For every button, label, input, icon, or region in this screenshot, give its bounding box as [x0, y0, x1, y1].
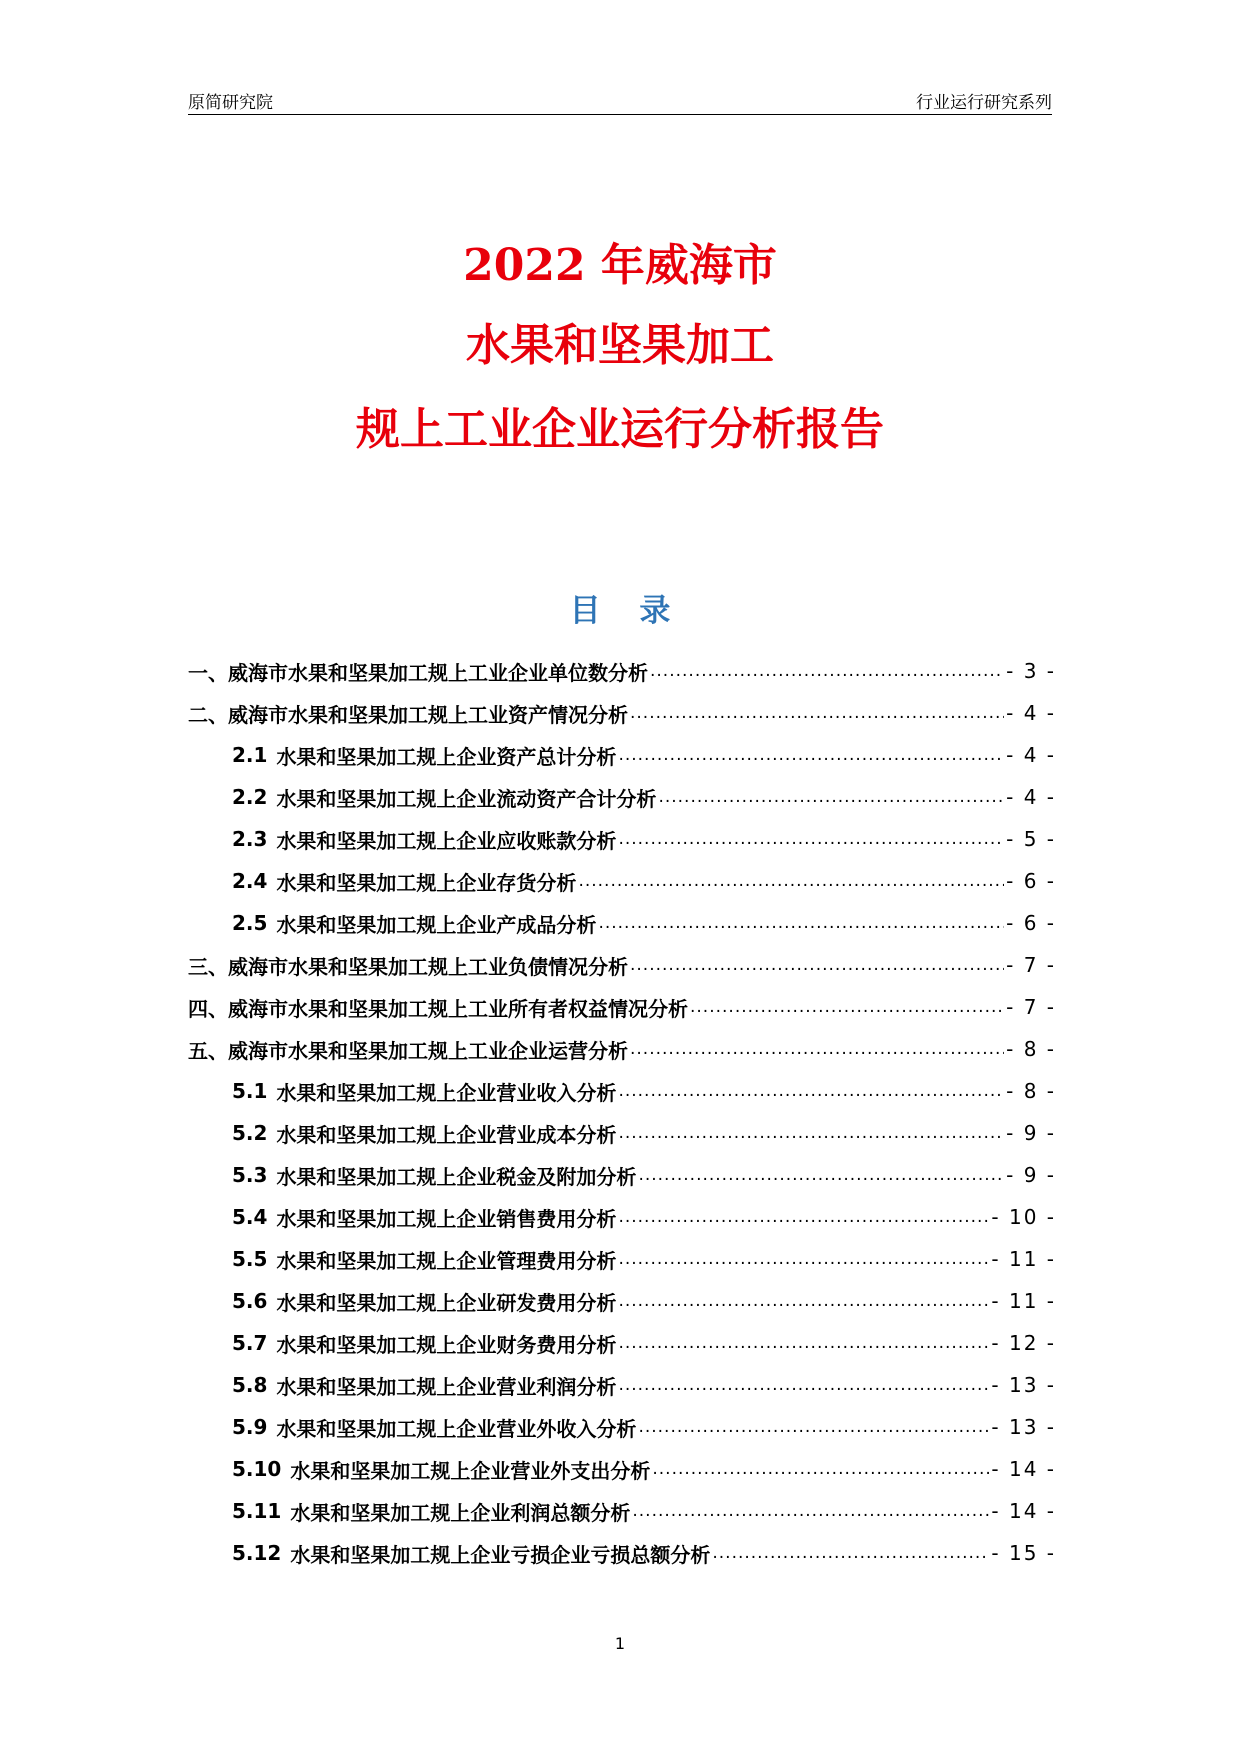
toc-entry[interactable]: [188, 1028, 1056, 1070]
toc-entry-title: 四、威海市水果和坚果加工规上工业所有者权益情况分析: [188, 996, 688, 1021]
toc-entry-number: 5.3: [232, 1163, 268, 1187]
toc-entry-title: 水果和坚果加工规上企业产成品分析: [276, 912, 597, 937]
toc-entry[interactable]: [188, 692, 1056, 734]
toc-entry[interactable]: [188, 650, 1056, 692]
toc-entry[interactable]: [188, 818, 1056, 860]
toc-entry[interactable]: [188, 1406, 1056, 1448]
toc-entry[interactable]: [188, 1196, 1056, 1238]
toc-leader-dots: [578, 871, 1004, 891]
toc-entry[interactable]: [188, 1154, 1056, 1196]
toc-leader-dots: [632, 1501, 989, 1521]
toc-entry-page: - 13 -: [991, 1373, 1056, 1397]
report-title-line-1: 2022 年威海市: [463, 240, 777, 291]
toc-entry-number: 2.3: [232, 827, 268, 851]
toc-entry-title: 二、威海市水果和坚果加工规上工业资产情况分析: [188, 702, 628, 727]
toc-entry-number: 5.8: [232, 1373, 268, 1397]
toc-entry-page: - 7 -: [1006, 995, 1056, 1019]
toc-leader-dots: [618, 1333, 989, 1353]
toc-entry[interactable]: [188, 1364, 1056, 1406]
header-publisher: 原简研究院: [188, 93, 273, 113]
toc-entry[interactable]: [188, 1532, 1056, 1574]
toc-entry-title: 水果和坚果加工规上企业资产总计分析: [276, 744, 617, 769]
toc-entry-title: 水果和坚果加工规上企业销售费用分析: [276, 1206, 617, 1231]
toc-entry-page: - 5 -: [1006, 827, 1056, 851]
toc-entry-number: 2.4: [232, 869, 268, 893]
toc-entry-page: - 11 -: [991, 1289, 1056, 1313]
toc-leader-dots: [690, 997, 1004, 1017]
toc-entry-page: - 14 -: [991, 1499, 1056, 1523]
toc-entry-title: 水果和坚果加工规上企业营业成本分析: [276, 1122, 617, 1147]
toc-entry-page: - 6 -: [1006, 869, 1056, 893]
toc-entry[interactable]: [188, 860, 1056, 902]
toc-entry-title: 水果和坚果加工规上企业研发费用分析: [276, 1290, 617, 1315]
toc-entry-number: 5.5: [232, 1247, 268, 1271]
toc-leader-dots: [618, 1081, 1004, 1101]
toc-leader-dots: [712, 1543, 989, 1563]
toc-entry-title: 水果和坚果加工规上企业亏损企业亏损总额分析: [290, 1542, 711, 1567]
toc-entry-page: - 13 -: [991, 1415, 1056, 1439]
toc-entry-number: 2.2: [232, 785, 268, 809]
toc-entry[interactable]: [188, 1490, 1056, 1532]
toc-entry-page: - 9 -: [1006, 1163, 1056, 1187]
toc-entry[interactable]: [188, 944, 1056, 986]
toc-entry[interactable]: [188, 1322, 1056, 1364]
toc-entry-number: 5.4: [232, 1205, 268, 1229]
toc-leader-dots: [618, 745, 1004, 765]
toc-entry[interactable]: [188, 1238, 1056, 1280]
toc-entry-title: 三、威海市水果和坚果加工规上工业负债情况分析: [188, 954, 628, 979]
toc-entry-title: 水果和坚果加工规上企业营业外支出分析: [290, 1458, 651, 1483]
toc-heading: 目 录: [569, 593, 685, 629]
toc-entry[interactable]: [188, 1448, 1056, 1490]
header-series: 行业运行研究系列: [916, 93, 1052, 113]
toc-entry-title: 水果和坚果加工规上企业财务费用分析: [276, 1332, 617, 1357]
toc-entry-number: 2.1: [232, 743, 268, 767]
toc-leader-dots: [618, 1291, 989, 1311]
toc-entry[interactable]: [188, 776, 1056, 818]
toc-entry-page: - 9 -: [1006, 1121, 1056, 1145]
toc-leader-dots: [618, 1249, 989, 1269]
toc-leader-dots: [630, 955, 1004, 975]
toc-entry-page: - 11 -: [991, 1247, 1056, 1271]
toc-entry-title: 水果和坚果加工规上企业利润总额分析: [290, 1500, 631, 1525]
toc-entry-page: - 4 -: [1006, 701, 1056, 725]
toc-entry-number: 5.11: [232, 1499, 282, 1523]
toc-entry-page: - 10 -: [991, 1205, 1056, 1229]
toc-entry-number: 5.2: [232, 1121, 268, 1145]
toc-entry-title: 水果和坚果加工规上企业税金及附加分析: [276, 1164, 637, 1189]
toc-leader-dots: [630, 703, 1004, 723]
toc-leader-dots: [618, 1123, 1004, 1143]
toc-entry-number: 5.6: [232, 1289, 268, 1313]
report-title-line-3: 规上工业企业运行分析报告: [356, 404, 884, 455]
table-of-contents: [188, 650, 1056, 1574]
toc-leader-dots: [618, 829, 1004, 849]
toc-entry-title: 水果和坚果加工规上企业营业外收入分析: [276, 1416, 637, 1441]
toc-entry-page: - 15 -: [991, 1541, 1056, 1565]
toc-leader-dots: [652, 1459, 989, 1479]
toc-entry-number: 5.1: [232, 1079, 268, 1103]
toc-leader-dots: [598, 913, 1004, 933]
toc-leader-dots: [658, 787, 1004, 807]
page-number: 1: [614, 1634, 626, 1653]
toc-entry[interactable]: [188, 1070, 1056, 1112]
toc-entry-page: - 3 -: [1006, 659, 1056, 683]
toc-entry-page: - 8 -: [1006, 1079, 1056, 1103]
toc-entry-page: - 7 -: [1006, 953, 1056, 977]
toc-entry-number: 2.5: [232, 911, 268, 935]
toc-entry[interactable]: [188, 734, 1056, 776]
toc-leader-dots: [618, 1207, 989, 1227]
toc-entry-number: 5.7: [232, 1331, 268, 1355]
report-title-line-2: 水果和坚果加工: [466, 320, 774, 371]
toc-entry-title: 水果和坚果加工规上企业营业收入分析: [276, 1080, 617, 1105]
toc-entry-page: - 14 -: [991, 1457, 1056, 1481]
page-header: [188, 88, 1052, 115]
toc-leader-dots: [650, 661, 1004, 681]
toc-leader-dots: [630, 1039, 1004, 1059]
toc-entry-page: - 12 -: [991, 1331, 1056, 1355]
toc-entry-title: 一、威海市水果和坚果加工规上工业企业单位数分析: [188, 660, 648, 685]
toc-entry[interactable]: [188, 902, 1056, 944]
toc-entry-title: 水果和坚果加工规上企业应收账款分析: [276, 828, 617, 853]
toc-entry-title: 水果和坚果加工规上企业存货分析: [276, 870, 577, 895]
toc-entry-page: - 4 -: [1006, 743, 1056, 767]
toc-entry-title: 水果和坚果加工规上企业管理费用分析: [276, 1248, 617, 1273]
toc-entry[interactable]: [188, 1280, 1056, 1322]
toc-leader-dots: [638, 1165, 1004, 1185]
toc-entry-page: - 8 -: [1006, 1037, 1056, 1061]
toc-leader-dots: [638, 1417, 989, 1437]
toc-entry-number: 5.12: [232, 1541, 282, 1565]
toc-entry-title: 水果和坚果加工规上企业流动资产合计分析: [276, 786, 657, 811]
toc-entry-page: - 6 -: [1006, 911, 1056, 935]
toc-entry[interactable]: [188, 986, 1056, 1028]
toc-leader-dots: [618, 1375, 989, 1395]
toc-entry-title: 五、威海市水果和坚果加工规上工业企业运营分析: [188, 1038, 628, 1063]
toc-entry-number: 5.9: [232, 1415, 268, 1439]
toc-entry-page: - 4 -: [1006, 785, 1056, 809]
toc-entry-title: 水果和坚果加工规上企业营业利润分析: [276, 1374, 617, 1399]
toc-entry[interactable]: [188, 1112, 1056, 1154]
toc-entry-number: 5.10: [232, 1457, 282, 1481]
